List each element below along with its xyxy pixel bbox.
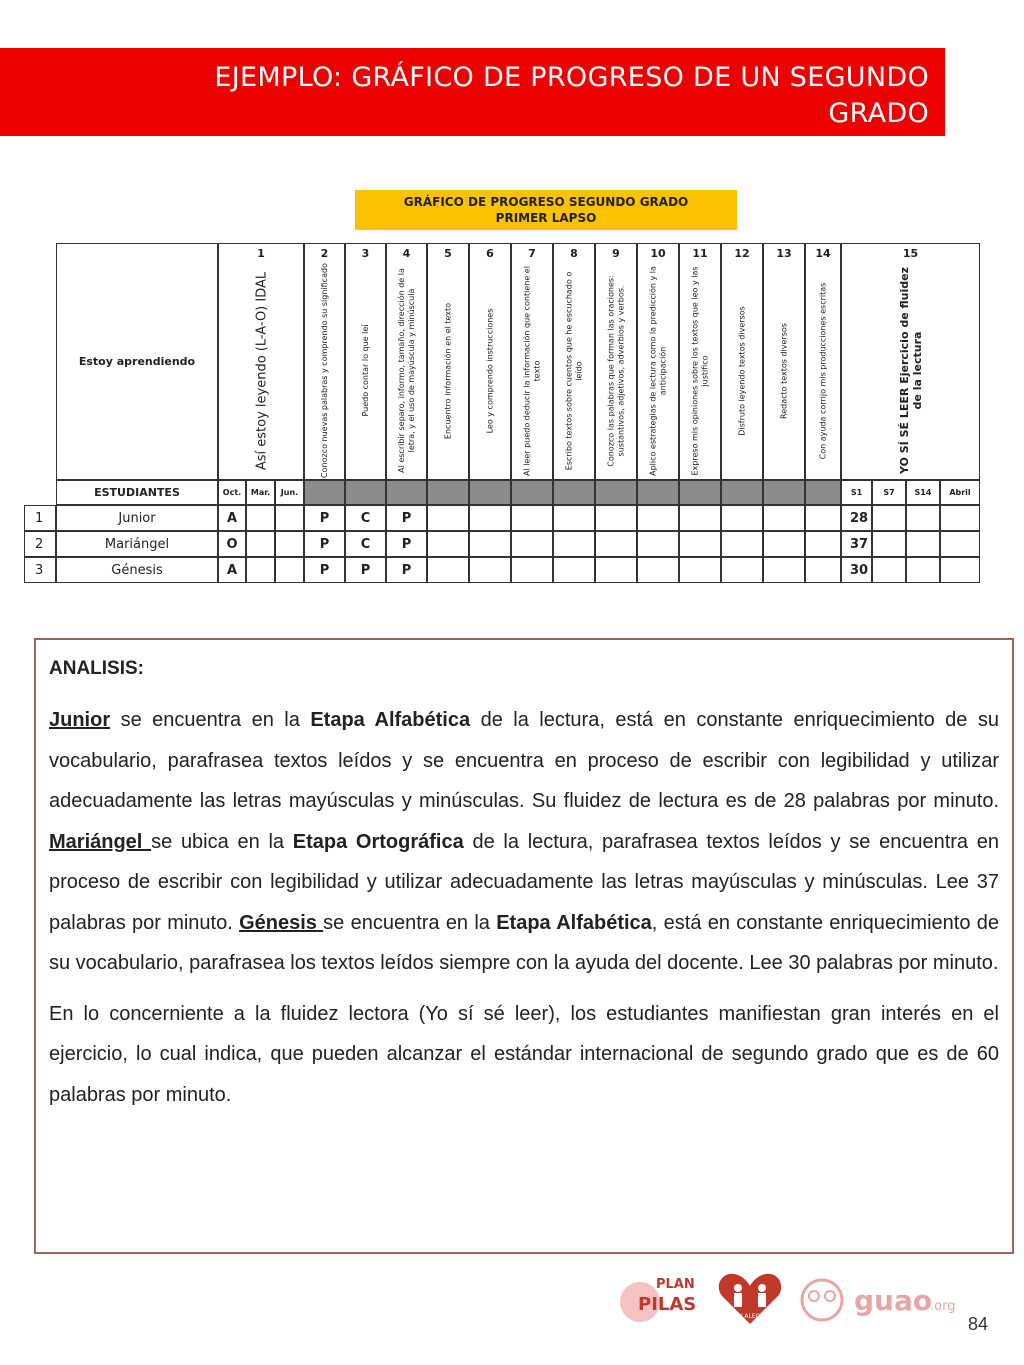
analysis-text: de la lectura, está en constante enriquecimiento de su vocabulario, parafrasea textos leídos y se encuentra en proceso de escribir con legibilidad y utilizar adecuadamente las letras mayúsculas y minúsculas. Su fluidez de lectura es de 28 palabras por minuto. — [49, 709, 999, 812]
owl-icon — [802, 1280, 842, 1320]
analysis-paragraph-1 — [49, 700, 999, 984]
student-level-cell: A — [218, 557, 246, 583]
analysis-box — [34, 638, 1014, 1254]
column-label-9: Conozco las palabras que forman las oraciones: sustantivos, adjetivos, adverbios y verbos. — [606, 274, 625, 467]
page-number: 84 — [968, 1314, 989, 1334]
sub-header-gray — [805, 480, 841, 505]
empty-cell — [763, 557, 805, 583]
empty-cell — [553, 505, 595, 531]
student-fluency-s1: 30 — [841, 557, 872, 583]
empty-cell — [679, 531, 721, 557]
sub-header-gray — [763, 480, 805, 505]
empty-cell — [511, 557, 553, 583]
student-name-cell: Junior — [56, 505, 218, 531]
column-number-2: 2 — [320, 246, 329, 260]
sub-header-gray — [721, 480, 763, 505]
column-number-5: 5 — [444, 246, 452, 260]
sub-header-gray — [345, 480, 386, 505]
guao-logo — [802, 1280, 955, 1320]
sub-header-gray — [511, 480, 553, 505]
analysis-text: , está en constante enriquecimiento de su vocabulario, parafrasea los textos leídos siempre con la ayuda del docente. Lee 30 palabras por minuto. — [49, 911, 999, 974]
column-label-7: Al leer puedo deducir la información que contiene el texto — [522, 265, 541, 476]
analysis-text: de la lectura, parafrasea textos leídos y se encuentra en proceso de escribir con legibilidad y utilizar adecuadamente las letras mayúsculas y minúsculas. Lee 37 palabras por minuto. — [49, 830, 1000, 934]
student-indicator-cell: C — [345, 505, 386, 531]
column-number-13: 13 — [776, 246, 792, 260]
empty-cell — [637, 531, 679, 557]
plan-pilas-logo — [620, 1277, 696, 1322]
student-row-number: 3 — [24, 557, 56, 583]
student-name-cell: Génesis — [56, 557, 218, 583]
progress-table — [0, 0, 1024, 600]
chart-title-line-2: PRIMER LAPSO — [495, 211, 597, 225]
sub-header-gray — [679, 480, 721, 505]
empty-cell — [275, 505, 304, 531]
column-number-6: 6 — [486, 246, 494, 260]
empty-cell — [595, 531, 637, 557]
column-label-14: Con ayuda corrijo mis producciones escritas — [818, 282, 827, 459]
child-body-icon — [758, 1293, 766, 1307]
empty-cell — [427, 531, 469, 557]
column-number-15: 15 — [902, 246, 919, 260]
analysis-text: se ubica en la — [151, 830, 293, 853]
empty-cell — [469, 557, 511, 583]
empty-cell — [511, 531, 553, 557]
empty-cell — [872, 531, 906, 557]
child-icon — [758, 1284, 766, 1292]
student-level-cell: O — [218, 531, 246, 557]
empty-cell — [940, 531, 980, 557]
analysis-text: se encuentra en la — [110, 709, 311, 731]
owl-eye-icon — [809, 1291, 819, 1301]
student-fluency-s1: 37 — [841, 531, 872, 557]
empty-cell — [511, 505, 553, 531]
sub-header-gray — [637, 480, 679, 505]
column-number-4: 4 — [402, 246, 411, 260]
column-number-8: 8 — [570, 246, 578, 260]
sub-header-Oct.: Oct. — [218, 480, 246, 505]
analysis-text: se encuentra en la — [323, 911, 497, 934]
estoy-aprendiendo-header: Estoy aprendiendo — [56, 243, 218, 480]
empty-cell — [763, 505, 805, 531]
sub-header-gray — [386, 480, 427, 505]
sub-header-gray — [304, 480, 345, 505]
empty-cell — [805, 557, 841, 583]
empty-cell — [721, 505, 763, 531]
pilas-logo-text: PILAS — [638, 1294, 697, 1315]
stage-name: Etapa Ortográfica — [292, 830, 464, 853]
column-number-12: 12 — [734, 246, 750, 260]
sub-header-Jun.: Jun. — [275, 480, 304, 505]
empty-cell — [940, 557, 980, 583]
empty-cell — [805, 505, 841, 531]
column-label-4: Al escribir separo, informo, tamaño, dirección de la letra, y el uso de mayúscula y minúscula — [396, 268, 416, 473]
column-label-1: Así estoy leyendo (L-A-O) IDAL — [253, 271, 269, 470]
sub-header-gray — [427, 480, 469, 505]
student-name: Génesis — [239, 911, 324, 934]
student-indicator-cell: P — [304, 505, 345, 531]
empty-cell — [553, 531, 595, 557]
sub-header-S14: S14 — [906, 480, 940, 505]
student-row-number: 1 — [24, 505, 56, 531]
column-number-10: 10 — [650, 246, 666, 260]
column-label-12: Disfruto leyendo textos diversos — [737, 305, 746, 436]
empty-cell — [906, 531, 940, 557]
sub-header-gray — [469, 480, 511, 505]
student-row-number: 2 — [24, 531, 56, 557]
empty-cell — [427, 557, 469, 583]
guao-text: guao — [854, 1284, 933, 1317]
student-name-cell: Mariángel — [56, 531, 218, 557]
column-number-7: 7 — [528, 246, 536, 260]
empty-cell — [275, 557, 304, 583]
student-indicator-cell: P — [386, 531, 427, 557]
column-label-5: Encuentro información en el texto — [443, 302, 452, 439]
plan-logo-text: PLAN — [656, 1277, 695, 1292]
student-fluency-s1: 28 — [841, 505, 872, 531]
empty-cell — [637, 505, 679, 531]
owl-eye-icon — [825, 1291, 835, 1301]
fe-y-alegria-text: FE Y ALEGRÍA — [729, 1313, 771, 1320]
empty-cell — [553, 557, 595, 583]
empty-cell — [906, 557, 940, 583]
child-body-icon — [734, 1293, 742, 1307]
footer-logos — [610, 1266, 970, 1330]
student-name: Junior — [49, 709, 111, 731]
empty-cell — [679, 505, 721, 531]
empty-cell — [275, 531, 304, 557]
student-name: Mariángel — [49, 830, 152, 853]
student-indicator-cell: P — [386, 505, 427, 531]
stage-name: Etapa Alfabética — [310, 709, 471, 731]
sub-header-S7: S7 — [872, 480, 906, 505]
child-icon — [734, 1284, 742, 1292]
stage-name: Etapa Alfabética — [496, 911, 652, 934]
column-label-10: Aplico estrategias de lectura como la predicción y la anticipación — [648, 265, 667, 476]
column-label-8: Escribo textos sobre cuentos que he escuchado o leído — [564, 271, 583, 470]
empty-cell — [246, 557, 275, 583]
column-number-1: 1 — [257, 246, 265, 260]
empty-cell — [940, 505, 980, 531]
sub-header-Mar.: Mar. — [246, 480, 275, 505]
column-label-6: Leo y comprendo instrucciones — [485, 308, 494, 433]
chart-title-line-1: GRÁFICO DE PROGRESO SEGUNDO GRADO — [403, 195, 689, 209]
empty-cell — [469, 531, 511, 557]
empty-cell — [721, 531, 763, 557]
column-label-13: Redacto textos diversos — [779, 322, 788, 419]
empty-cell — [805, 531, 841, 557]
sub-header-gray — [595, 480, 637, 505]
column-label-2: Conozco nuevas palabras y comprendo su significado — [319, 263, 329, 478]
empty-cell — [595, 557, 637, 583]
sub-header-Abril: Abril — [940, 480, 980, 505]
sub-header-S1: S1 — [841, 480, 872, 505]
student-indicator-cell: P — [304, 557, 345, 583]
empty-cell — [246, 505, 275, 531]
column-number-14: 14 — [815, 246, 831, 260]
empty-cell — [872, 557, 906, 583]
empty-cell — [469, 505, 511, 531]
student-indicator-cell: C — [345, 531, 386, 557]
estudiantes-header: ESTUDIANTES — [56, 480, 218, 505]
guao-tld-text: .org — [930, 1299, 956, 1314]
student-indicator-cell: P — [386, 557, 427, 583]
fe-y-alegria-logo — [719, 1274, 781, 1324]
column-label-11: Expreso mis opiniones sobre los textos que leo y las justifico — [690, 265, 709, 476]
page-title-line-1: EJEMPLO: GRÁFICO DE PROGRESO DE UN SEGUNDO — [214, 62, 929, 93]
empty-cell — [763, 531, 805, 557]
analysis-heading: ANALISIS: — [49, 658, 144, 679]
empty-cell — [595, 505, 637, 531]
student-indicator-cell: P — [304, 531, 345, 557]
empty-cell — [246, 531, 275, 557]
column-label-15: YO SÍ SÉ LEER Ejercicio de fluidez de la lectura — [897, 267, 924, 474]
column-number-3: 3 — [361, 246, 370, 260]
empty-cell — [872, 505, 906, 531]
column-label-3: Puedo contar lo que leí — [360, 324, 370, 417]
column-number-11: 11 — [692, 246, 708, 260]
student-indicator-cell: P — [345, 557, 386, 583]
empty-cell — [721, 557, 763, 583]
empty-cell — [906, 505, 940, 531]
column-number-9: 9 — [612, 246, 620, 260]
logos-svg — [610, 1266, 970, 1330]
empty-cell — [679, 557, 721, 583]
sub-header-gray — [553, 480, 595, 505]
empty-cell — [427, 505, 469, 531]
analysis-paragraph-2: En lo concerniente a la fluidez lectora (Yo sí sé leer), los estudiantes manifiestan gran interés en el ejercicio, lo cual indica, que pueden alcanzar el estándar internacional de segundo grado que es de 60 palabras por minuto. — [49, 1002, 999, 1106]
student-level-cell: A — [218, 505, 246, 531]
empty-cell — [637, 557, 679, 583]
page-title-line-2: GRADO — [828, 98, 929, 129]
